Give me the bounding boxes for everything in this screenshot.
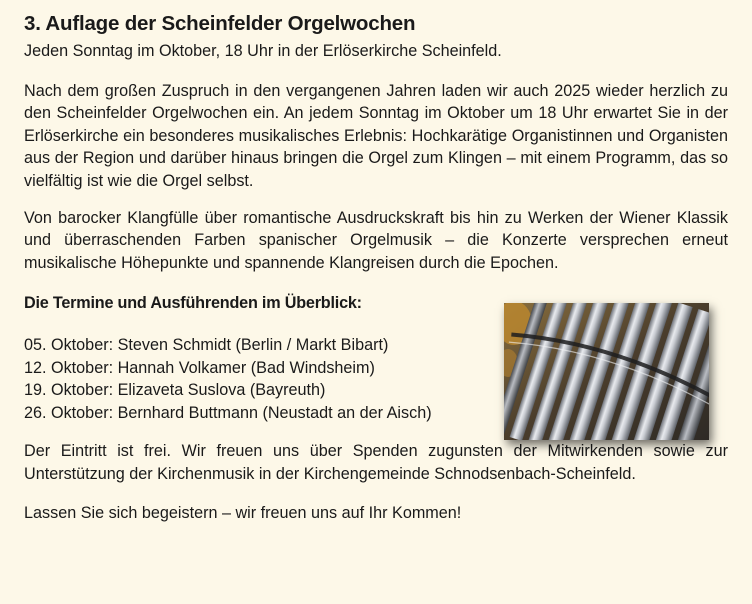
schedule-heading: Die Termine und Ausführenden im Überblick: <box>24 294 362 313</box>
article-title: 3. Auflage der Scheinfelder Orgelwochen <box>24 12 416 35</box>
schedule-item: 12. Oktober: Hannah Volkamer (Bad Windsheim) <box>24 358 375 377</box>
entry-paragraph: Der Eintritt ist frei. Wir freuen uns über Spenden zugunsten der Mitwirkenden sowie zur Unterstützung der Kirchenmusik in der Kirchengemeinde Schnodsenbach-Scheinfeld. <box>24 442 728 483</box>
intro-paragraph: Nach dem großen Zuspruch in den vergangenen Jahren laden wir auch 2025 wieder herzlich zu den Scheinfelder Orgelwochen ein. An jedem Sonntag im Oktober um 18 Uhr erwartet Sie in der Erlöserkirche ein besonderes musikalisches Erlebnis: Hochkarätige Organistinnen und Organisten aus der Region und darüber hinaus bringen die Orgel zum Klingen – mit einem Programm, das so vielfältig ist wie die Orgel selbst. <box>24 81 728 190</box>
closing-line: Lassen Sie sich begeistern – wir freuen uns auf Ihr Kommen! <box>24 503 462 522</box>
organ-pipes-photo <box>504 303 709 440</box>
organ-pipes-image <box>504 303 709 440</box>
schedule-item: 26. Oktober: Bernhard Buttmann (Neustadt an der Aisch) <box>24 403 432 422</box>
article-subtitle: Jeden Sonntag im Oktober, 18 Uhr in der Erlöserkirche Scheinfeld. <box>24 42 502 60</box>
works-paragraph: Von barocker Klangfülle über romantische Ausdruckskraft bis hin zu Werken der Wiener Klassik und überraschenden Farben spanischer Orgelmusik – die Konzerte versprechen erneut musikalische Höhepunkte und spannende Klangreisen durch die Epochen. <box>24 208 728 272</box>
schedule-item: 05. Oktober: Steven Schmidt (Berlin / Markt Bibart) <box>24 335 389 354</box>
schedule-item: 19. Oktober: Elizaveta Suslova (Bayreuth) <box>24 381 326 400</box>
article <box>24 10 728 524</box>
